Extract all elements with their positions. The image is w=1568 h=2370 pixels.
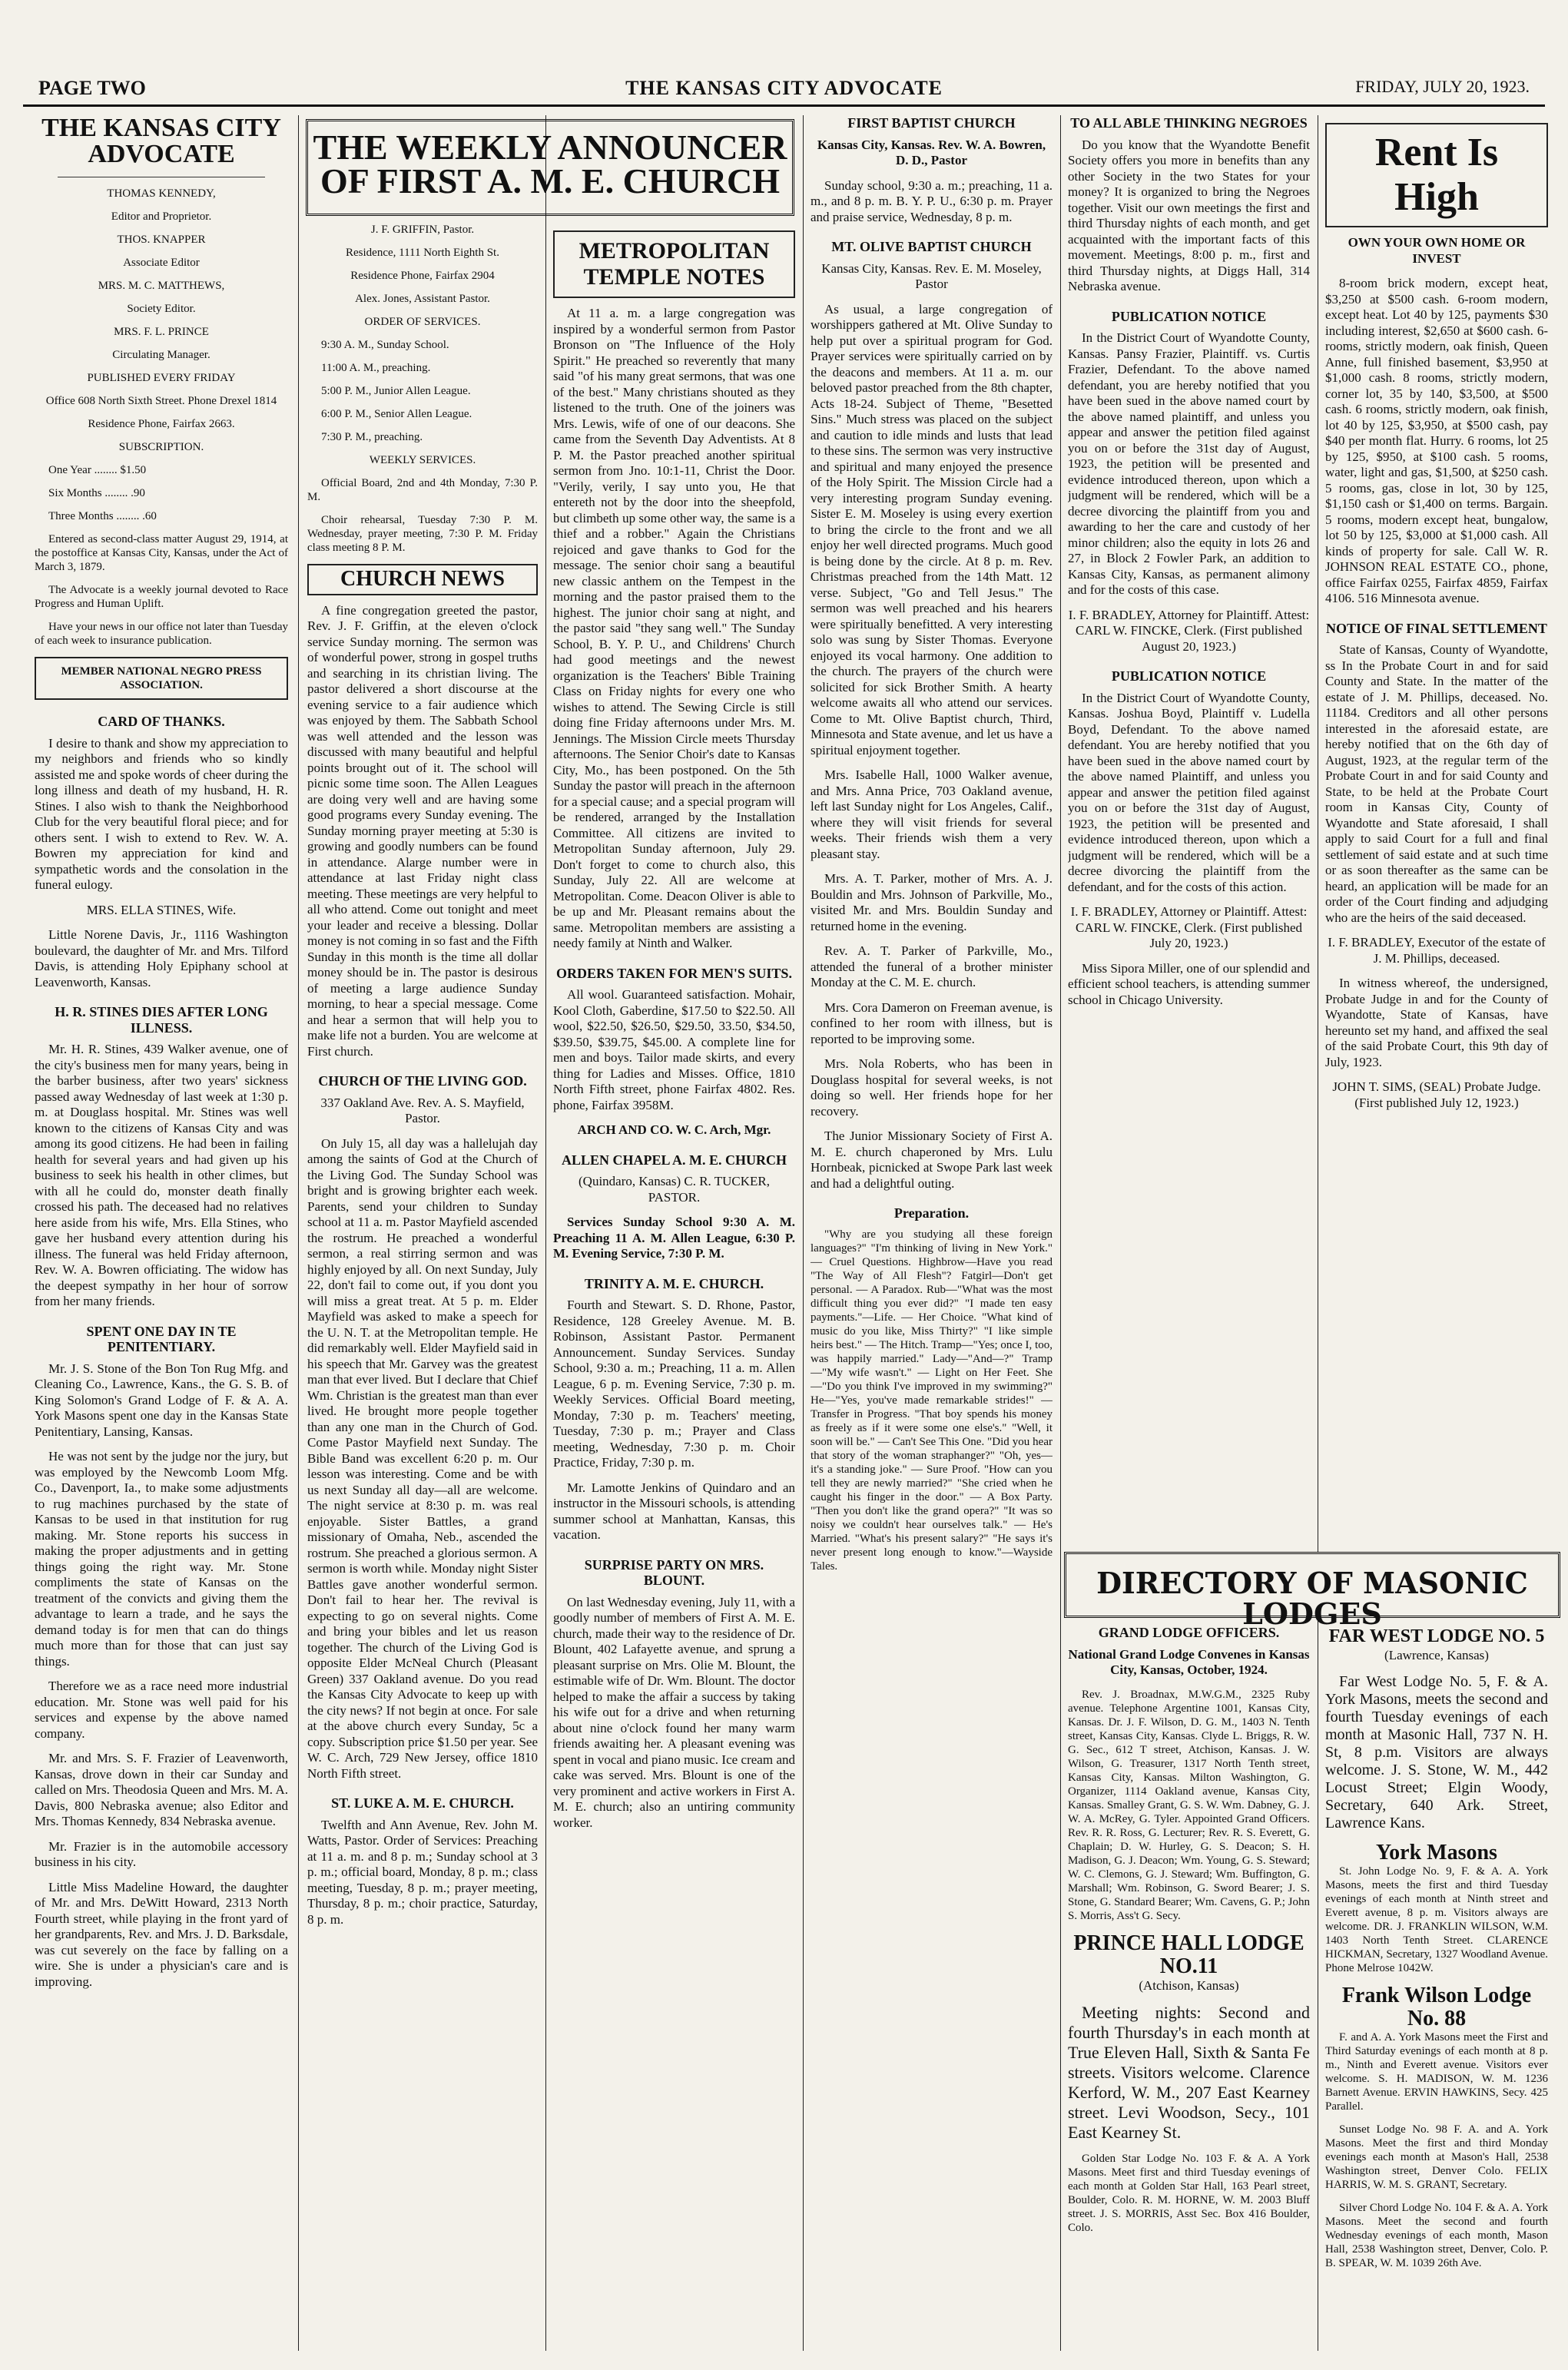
- allen-sub: (Quindaro, Kansas) C. R. TUCKER, PASTOR.: [578, 1174, 770, 1205]
- rate-3: Three Months ........ .60: [48, 510, 157, 522]
- allen-head: ALLEN CHAPEL A. M. E. CHURCH: [561, 1152, 787, 1168]
- sched-7: 11:00 A. M., preaching.: [321, 362, 431, 374]
- sunset: Sunset Lodge No. 98 F. A. and A. York Masons. Meet the first and third Monday evenings each month at Mason's Hall, 2538 Washington street, Denver Colo. FELIX HARRIS, W. M. S. GRANT, Secretary.: [1325, 2123, 1548, 2191]
- blount-head: SURPRISE PARTY ON MRS. BLOUNT.: [584, 1556, 764, 1588]
- prince: Meeting nights: Second and fourth Thursday's in each month at True Eleven Hall, Sixth & Santa Fe streets. Visitors welcome. Clarence Kerford, W. M., 207 East Kearney street. Levi Woodson, Secy., 101 East Kearney St.: [1068, 2003, 1310, 2142]
- column-rule: [803, 115, 804, 2351]
- silver: Silver Chord Lodge No. 104 F. & A. A. York Masons. Meet the second and fourth Wednesday evenings of each month, Mason Hall, 2538 Washington street, Denver, Colo. P. B. SPEAR, W. M. 1039 26th Ave.: [1325, 2201, 1548, 2269]
- column-5: [1068, 115, 1310, 1544]
- entered: Entered as second-class matter August 29, 1914, at the postoffice at Kansas City, Kansas, under the Act of March 3, 1879.: [35, 533, 288, 573]
- frazier-2: Mr. Frazier is in the automobile accessory business in his city.: [35, 1838, 288, 1869]
- final-2: In witness whereof, the undersigned, Probate Judge in and for the County of Wyandotte, State of Kansas, have hereunto set my hand, and affixed the seal of the said Probate Court, this 9th day of July, 1923.: [1325, 976, 1548, 1069]
- sched-5: ORDER OF SERVICES.: [364, 316, 481, 328]
- metropolitan-notes: At 11 a. m. a large congregation was inspired by a wonderful sermon from Pastor Bronson on "The Influence of the Holy Spirit." He preached so reverently that many said "of his many great sermons, that was one of the best." Many christians shouted as they listened to the truth. One of the joiners was Mrs. Lewis, wife of one of our deacons. She came from the Seventh Day Adventists. At 8 P. M. the Pastor preached another spiritual sermon from Jno. 10:1-11, Christ the Door. "Verily, verily, I say unto you, He that entereth not by the door into the sheepfold, but climbeth up some other way, the same is a thief and a robber." Again the Christians rejoiced and gave thanks to God for the message. The senior choir sang a beautiful new classic anthem on the Tempest in the morning and the pastor praised them to the highest. The junior choir sang at night, and the pastor said "they sang well." The Sunday School, B. Y. P. U., and Childrens' Church had good meetings and the newest organization is the Teachers' Bible Training Class on Friday nights for every one who wishes to attend. The Sewing Circle is still doing fine Friday afternoons under Mrs. M. Jennings. The Mission Circle meets Thursday afternoons. The Senior Choir's date to Kansas City, Mo., has been postponed. On the 5th Sunday the pastor will preach in the afternoon for a special cause; and a special program will be rendered, arranged by the Installation Committee. All citizens are invited to Metropolitan Sunday afternoon, July 29. Don't forget to come to church also, this Sunday, July 22. All are welcome at Metropolitan. Come. Deacon Oliver is able to be up and Mr. Pleasant remains about the same. Metropolitan members are assisting a needy family at Ninth and Walker.: [553, 306, 795, 950]
- living: On July 15, all day was a hallelujah day among the saints of God at the Church of the Living God. The Sunday School was bright and is growing brighter each week. Parents, send your children to Sunday school at 11 a. m. Pastor Mayfield ascended the rostrum. He preached a wonderful sermon, a real stirring sermon and was highly enjoyed by all. On next Sunday, July 22, don't fail to come out, if you dont you will miss a great treat. At 5 p. m. Elder Mayfield was asked to make a speech for the U. N. T. at the Metropolitan temple. He did remarkably well. Elder Mayfield said in his speech that Mr. Garvey was the greatest man that ever lived. But I declare that Chief Wm. Christian is the greatest man than ever lived. He brought more people together than any one man in the Church of God. Come Pastor Mayfield next Sunday. The Bible Band was excellent 6:20 p. m. Our lesson was interesting. Come and be with us next Sunday all day—all are welcome. The night service at 8:30 p. m. was real enjoyable. Sister Battles, a grand missionary of Omaha, Neb., ascended the rostrum. She preached a glorious sermon. A sermon is worth while. Monday night Sister Battles gave another wonderful sermon. Don't fail to hear her. The revival is expecting to go on several nights. Come and bring your bibles and let us reason together. The church of the Living God is opposite Elder McNeal Church (Pleasant Green) 337 Oakland avenue. Do you read the Kansas City Advocate to keep up with the city news? If not begin at once. For sale at the above church every Sunday, 5c a copy. Subscription price $1.50 per year. See W. C. Arch, 729 New Jersey, office 1810 North Fifth street.: [307, 1135, 538, 1781]
- sched-13: Choir rehearsal, Tuesday 7:30 P. M. Wednesday, prayer meeting, 7:30 P. M. Friday class meeting 8 P. M.: [307, 514, 538, 554]
- published: PUBLISHED EVERY FRIDAY: [87, 372, 236, 384]
- staff-4: Associate Editor: [123, 257, 200, 269]
- deadline: Have your news in our office not later than Tuesday of each week to insurance publication.: [35, 621, 288, 647]
- trinity-head: TRINITY A. M. E. CHURCH.: [584, 1275, 764, 1291]
- farwest-head: FAR WEST LODGE NO. 5: [1328, 1626, 1545, 1646]
- able-head: TO ALL ABLE THINKING NEGROES: [1070, 115, 1308, 131]
- page-header: [23, 77, 1545, 107]
- rent-head: Rent Is High: [1374, 131, 1499, 219]
- column-1: [35, 115, 288, 2351]
- parker-2: Rev. A. T. Parker of Parkville, Mo., attended the funeral of a brother minister Monday at the C. M. E. church.: [811, 943, 1053, 989]
- column-rule: [1060, 115, 1061, 2351]
- frank-head: Frank Wilson Lodge No. 88: [1341, 1983, 1532, 2030]
- stone-text-2: He was not sent by the judge nor the jury, but was employed by the Newcomb Loom Mfg. Co., Davenport, Ia., to make some adjustments to rug machines purchased by the state of Kansas to be used in that institution for rug making. Mr. Stone reports his success in making the proper adjustments and in getting things going the right way. Mr. Stone compliments the state of Kansas on the treatment of the convicts and giving them the advantage to learn a trade, and he says the demand today is for men that can do things much more than for those that can just say things.: [35, 1449, 288, 1669]
- first-baptist-head: FIRST BAPTIST CHURCH: [847, 115, 1016, 131]
- announcer-box: [306, 119, 794, 216]
- staff-3: THOS. KNAPPER: [117, 234, 206, 246]
- pub1: In the District Court of Wyandotte County, Kansas. Pansy Frazier, Plaintiff. vs. Curtis Frazier, Defendant. To the above named defendant, you are hereby notified that you have been sued in the above named court by the above named plaintiff, and unless you appear and answer the petition filed against you on or before the 31st day of August, 1923, the petition will be presented and evidence introduced thereon, upon which a judgment will be rendered, which will be a decree divorcing the plaintiff from you and awarding to her the care and custody of her minor children; also the equity in lots 26 and 27, in Block 2 Fowler Park, an addition to Kansas City, Kansas, as permanent alimony and for the costs of this case.: [1068, 330, 1310, 597]
- column-2: [307, 223, 538, 2351]
- rent: 8-room brick modern, except heat, $3,250 at $500 cash. 6-room modern, except heat. Lot 40 by 125, payments $30 including interest, $2,650 at $600 cash. 6-rooms, strictly modern, oak finish, Queen Anne, full finished basement, $3,950 at $1,000 cash. 8 rooms, strictly modern, corner lot, 35 by 140, $3,500, at $500 cash. 6 rooms, strictly modern, oak finish, lot 40 by 125, $3,950, at $500 cash, pay $40 per month flat. Hurry. 6 rooms, lot 25 by 125, $950, at $100 cash. 5 rooms, water, light and gas, $1,500, at $250 cash. 5 rooms, gas, close in lot, 30 by 125, $1,150 cash or $1,400 on terms. Bargain. 5 rooms, modern except heat, bungalow, lot 50 by 125, $3,000 at $1,000 cash. All kinds of property for sale. Call W. R. JOHNSON REAL ESTATE CO., phone, office Fairfax 0255, Fairfax 4859, Fairfax 4106. 516 Minnesota avenue.: [1325, 276, 1548, 605]
- olive-head: MT. OLIVE BAPTIST CHURCH: [831, 239, 1032, 254]
- parker: Mrs. A. T. Parker, mother of Mrs. A. J. Bouldin and Mrs. Johnson of Parkville, Mo., visited Mr. and Mrs. Bouldin Sunday and returned home in the evening.: [811, 871, 1053, 933]
- paper-name: THE KANSAS CITY ADVOCATE: [625, 77, 943, 99]
- prince-sub: (Atchison, Kansas): [1139, 1977, 1239, 1993]
- card-head: CARD OF THANKS.: [98, 714, 225, 729]
- grand-head: GRAND LODGE OFFICERS.: [1098, 1625, 1280, 1640]
- office: Office 608 North Sixth Street. Phone Drexel 1814: [45, 395, 277, 407]
- staff-2: Editor and Proprietor.: [111, 210, 212, 223]
- column-rule: [545, 115, 546, 2351]
- frazier: Mr. and Mrs. S. F. Frazier of Leavenworth, Kansas, drove down in their car Sunday and called on Mrs. Theodosia Queen and Mrs. M. A. Davis, 800 Nebraska avenue; also Editor and Mrs. Thomas Kennedy, 834 Nebraska avenue.: [35, 1751, 288, 1828]
- first-baptist: Sunday school, 9:30 a. m.; preaching, 11 a. m., and 8 p. m. B. Y. P. U., 6:30 p. m. Prayer and praise service, Wednesday, 8 p. m.: [811, 177, 1053, 224]
- subscription: SUBSCRIPTION.: [118, 441, 204, 453]
- staff-6: Society Editor.: [127, 303, 196, 315]
- isabelle: Mrs. Isabelle Hall, 1000 Walker avenue, and Mrs. Anna Price, 703 Oakland avenue, left last Sunday night for Los Angeles, Calif., where they will visit friends for several weeks. Their friends wish them a very pleasant stay.: [811, 767, 1053, 861]
- rate-2: Six Months ........ .90: [48, 487, 145, 499]
- roberts: Mrs. Nola Roberts, who has been in Douglass hospital for several weeks, is not doing so well. Her friends hope for her recovery.: [811, 1056, 1053, 1119]
- staff-5: MRS. M. C. MATTHEWS,: [98, 280, 225, 292]
- directory-col-right: [1325, 1625, 1548, 2351]
- rate-1: One Year ........ $1.50: [48, 464, 147, 476]
- directory-title-box: [1064, 1552, 1560, 1631]
- stluke: Twelfth and Ann Avenue, Rev. John M. Watts, Pastor. Order of Services: Preaching at 11 a. m. and 8 p. m.; Sunday school at 3 p. m.; official board, Monday, 8 p. m.; class meeting, Tuesday, 8 p. m.; prayer meeting, Thursday, 8 p. m.; choir practice, Saturday, 8 p. m.: [307, 1817, 538, 1927]
- residence: Residence Phone, Fairfax 2663.: [88, 418, 235, 430]
- column-rule: [298, 115, 299, 2351]
- stluke-head: ST. LUKE A. M. E. CHURCH.: [331, 1795, 514, 1811]
- sched-4: Alex. Jones, Assistant Pastor.: [355, 293, 490, 305]
- pub1-sign: I. F. BRADLEY, Attorney for Plaintiff. Attest: CARL W. FINCKE, Clerk. (First published August 20, 1923.): [1068, 607, 1310, 654]
- grand: Rev. J. Broadnax, M.W.G.M., 2325 Ruby avenue. Telephone Argentine 1001, Kansas City, Kansas. Dr. J. F. Wilson, D. G. M., 1403 N. Tenth street, Kansas City, Kansas. Clyde L. Briggs, R. W. G. Sec., 612 T street, Atchison, Kansas. J. W. Wilson, G. Treasurer, 1317 North Tenth street, Kansas City, Kansas. Milton Washington, G. Organizer, 1114 Oakland avenue, Kansas City, Kansas. Smalley Grant, G. S. W. Wm. Dabney, G. J. W. A. McRey, G. Tyler. Appointed Grand Officers. Rev. R. R. Ross, G. Lecturer; Rev. R. S. Everett, G. Chaplain; D. W. Hurley, G. S. Deacon; S. H. Madison, G. J. Deacon; Wm. Young, G. S. Steward; W. C. Clemons, G. J. Steward; Wm. Buffington, G. Marshall; Wm. Robinson, G. Sword Bearer; J. S. Stone, G. Standard Bearer; Wm. Cavens, G. P.; John S. Morris, Ass't G. Secy.: [1068, 1688, 1310, 1922]
- orders: All wool. Guaranteed satisfaction. Mohair, Kool Cloth, Gaberdine, $17.50 to $22.50. All wool, $22.50, $26.50, $29.50, 33.50, $34.50, $39.50, $39.75, $45.00. A complete line for men and boys. Tailor made skirts, and every thing for Ladies and Misses. Office, 1810 North Fifth street, phone Fairfax 4802. Res. phone, Fairfax 3958M.: [553, 987, 795, 1112]
- staff-7: MRS. F. L. PRINCE: [114, 326, 209, 338]
- staff-1: THOMAS KENNEDY,: [107, 187, 216, 200]
- orders-sign: ARCH AND CO. W. C. Arch, Mgr.: [577, 1122, 771, 1137]
- announcer-title: THE WEEKLY ANNOUNCER OF FIRST A. M. E. CHURCH: [313, 128, 787, 201]
- stone-head: SPENT ONE DAY IN TE PENITENTIARY.: [86, 1323, 237, 1354]
- orders-head: ORDERS TAKEN FOR MEN'S SUITS.: [556, 965, 792, 981]
- church-news: A fine congregation greeted the pastor, Rev. J. F. Griffin, at the eleven o'clock service Sunday morning. The sermon was of wonderful power, strong in gospel truths and searching in its christian living. The pastor delivered a short discourse at the evening service to a fair audience which was enjoyed by them. The Sabbath School was well attended and the lesson was discussed with many beautiful and helpful points brought out of it. The school will picnic some time soon. The Allen Leagues are doing very well and are having some good programs every Sunday evening. The Sunday morning prayer meeting at 5:30 is growing and goodly numbers can be found in attendance. Alarge number were in attendance at last Friday night class meeting. These meetings are very helpful to all who attend. Come out tonight and meet your leader and receive a blessing. Dollar money is not coming in so fast and the Fifth Sunday in this month is the time all dollar money should be in. The pastor is desirous of meeting a large audience Sunday morning, to hear a special message. Come and hear a sermon that will help you to make life not a burden. You are welcome at First church.: [307, 602, 538, 1059]
- directory-col-left: [1068, 1625, 1310, 2351]
- farwest: Far West Lodge No. 5, F. & A. York Masons, meets the second and fourth Tuesday evenings of each month at Masonic Hall, 737 N. H. St, 8 p.m. Visitors are always welcome. J. S. Stone, W. M., 442 Locust Street; Elgin Woody, Secretary, 640 Ark. Street, Lawrence Kans.: [1325, 1672, 1548, 1831]
- sched-12: Official Board, 2nd and 4th Monday, 7:30 P. M.: [307, 477, 538, 503]
- column-6: [1325, 115, 1548, 1544]
- sched-2: Residence, 1111 North Eighth St.: [346, 247, 499, 259]
- dameron: Mrs. Cora Dameron on Freeman avenue, is confined to her room with illness, but is reported to be improving some.: [811, 999, 1053, 1046]
- stone-text-3: Therefore we as a race need more industrial education. Mr. Stone was well paid for his services and expense by the above named company.: [35, 1679, 288, 1741]
- sched-10: 7:30 P. M., preaching.: [321, 431, 423, 443]
- olive: As usual, a large congregation of worshippers gathered at Mt. Olive Sunday to help put over a spiritual program for God. Prayer services were spiritually carried on by the deacons and members. At 11 a. m. our beloved pastor preached from the 8th chapter, Acts 18-24. Subject of Theme, "Besetted Sins." Much stress was placed on the subject and caution to idle minds and lusts that lead to these sins. The sermon was very instructive and spiritual and many enjoyed the presence of the Holy Spirit. The Mission Circle had a very interesting program Sunday evening. Sister E. M. Moseley is using every exertion to bring the circle to the front and we all enjoy her well directed programs. Much good is being done by the circle. At 8 p. m. Rev. Christmas preached from the 14th Matt. 12 verse. Subject, "Go and Tell Jesus." The sermon was well preached and his hearers were spiritually benefitted. A very interesting solo was sung by Sister Thomas. Everyone enjoyed its vocal harmony. One addition to the church. The prayers of the church were solicited for sick Brother Smith. A hearty welcome awaits all who attend our services. Come to Mt. Olive Baptist church, Third, Minnesota and State avenue, and let us have a spiritual enjoyment together.: [811, 301, 1053, 757]
- final: State of Kansas, County of Wyandotte, ss In the Probate Court in and for said County and State. In the matter of the estate of J. M. Phillips, deceased. No. 11184. Creditors and all other persons interested in the aforesaid estate, are hereby notified that on the 6th day of August, 1923, at the regular term of the Probate Court in and for said County and State, to be held at the Probate Court room in Kansas City, County of Wyandotte and State aforesaid, I shall apply to said Court for a full and final settlement of said estate and at such time or as soon thereafter as the same can be heard, an application will be made for an order of the Court finding and adjudging who are the heirs of the said deceased.: [1325, 642, 1548, 925]
- jokes-head: Preparation.: [893, 1205, 970, 1221]
- member-box: MEMBER NATIONAL NEGRO PRESS ASSOCIATION.: [35, 657, 288, 700]
- able: Do you know that the Wyandotte Benefit Society offers you more in benefits than any other Society in the two States for your money? It is organized to bring the Negroes together. Visit our own meetings the first and third Thursday nights of each month, and get acquainted with the important facts of this movement. Meetings, 8:00 p. m., first and third Thursday nights, at Diggs Hall, 314 Nebraska avenue.: [1068, 137, 1310, 293]
- card-sign: MRS. ELLA STINES, Wife.: [86, 902, 237, 917]
- issue-date: FRIDAY, JULY 20, 1923.: [1355, 77, 1530, 96]
- jenkins: Mr. Lamotte Jenkins of Quindaro and an instructor in the Missouri schools, is attending summer school at Manhattan, Kansas, this vacation.: [553, 1480, 795, 1542]
- golden: Golden Star Lodge No. 103 F. & A. A York Masons. Meet first and third Tuesday evenings of each month at Golden Star Hall, 163 Pearl street, Boulder, Colo. R. M. HORNE, W. M. 2003 Bluff street. J. S. MORRIS, Asst Sec. Box 416 Boulder, Colo.: [1068, 2153, 1310, 2234]
- sched-3: Residence Phone, Fairfax 2904: [350, 270, 495, 282]
- staff-8: Circulating Manager.: [112, 349, 211, 361]
- sched-1: J. F. GRIFFIN, Pastor.: [370, 224, 475, 236]
- olive-sub: Kansas City, Kansas. Rev. E. M. Moseley, Pastor: [821, 260, 1042, 291]
- first-baptist-sub: Kansas City, Kansas. Rev. W. A. Bowren, D. D., Pastor: [817, 137, 1046, 167]
- metropolitan-head: METROPOLITAN TEMPLE NOTES: [553, 230, 795, 298]
- pub2-sign: I. F. BRADLEY, Attorney or Plaintiff. Attest: CARL W. FINCKE, Clerk. (First published July 20, 1923.): [1070, 904, 1308, 950]
- rent-sub: OWN YOUR OWN HOME OR INVEST: [1348, 235, 1526, 266]
- card-text: I desire to thank and show my appreciation to my neighbors and friends who so kindly assisted me and spoke words of cheer during the long illness and death of my husband, H. R. Stines. I also wish to thank the Neighborhood Club for the very beautiful floral piece; and for others sent. I wish to extend to Rev. W. A. Bowren my appreciation for kind and sympathetic words and the consolation in the funeral eulogy.: [35, 735, 288, 892]
- york-head: York Masons: [1376, 1840, 1497, 1865]
- final-head: NOTICE OF FINAL SETTLEMENT: [1326, 620, 1547, 636]
- york: St. John Lodge No. 9, F. & A. A. York Masons, meets the first and third Tuesday evenings of each month at Ninth street and Everett avenue, 8 p. m. Visitors always are welcome. DR. J. FRANKLIN WILSON, W.M. 1403 North Tenth Street. CLARENCE HICKMAN, Secretary, 1327 Woodland Avenue. Phone Melrose 1042W.: [1325, 1865, 1548, 1974]
- stines-text: Mr. H. R. Stines, 439 Walker avenue, one of the city's business men for many years, being in the barber business, after two years' sickness passed away Wednesday of last week at 1:30 p. m. at Douglass hospital. Mr. Stines was well known to the citizens of Kansas City and was among its good citizens. He had been in failing health for several years and had given up his business to seek his health in other climes, but with all he could do, monster death finally crossed his path. The deceased had no relatives here aside from his wife, Mrs. Ella Stines, who gave her husband every attention during his illness. The funeral was held Friday afternoon, Rev. W. A. Bowren officiating. The widow has the deepest sympathy in her hour of sorrow from her many friends.: [35, 1042, 288, 1308]
- final-sign: I. F. BRADLEY, Executor of the estate of J. M. Phillips, deceased.: [1328, 935, 1546, 966]
- blount: On last Wednesday evening, July 11, with a goodly number of members of First A. M. E. church, made their way to the residence of Dr. Blount, 402 Lafayette avenue, and sprung a pleasant surprise on Mrs. Olie M. Blount, the estimable wife of Dr. Wm. Blount. The doctor helped to make the affair a success by taking his wife out for a drive and when returning about nine o'clock found her many warm friends awaiting her. A pleasant evening was spent in vocal and piano music. Ice cream and cake was served. Mrs. Blount is one of the very prominent and active workers in First A. M. E. church; also an untiring community worker.: [553, 1594, 795, 1830]
- masthead: THE KANSAS CITY ADVOCATE: [41, 115, 281, 168]
- prince-head: PRINCE HALL LODGE NO.11: [1073, 1931, 1304, 1978]
- pub2-head: PUBLICATION NOTICE: [1111, 668, 1267, 684]
- allen: Services Sunday School 9:30 A. M. Preaching 11 A. M. Allen League, 6:30 P. M. Evening Service, 7:30 P. M.: [553, 1215, 795, 1261]
- rent-box: [1325, 123, 1548, 227]
- devoted: The Advocate is a weekly journal devoted to Race Progress and Human Uplift.: [35, 584, 288, 610]
- sched-11: WEEKLY SERVICES.: [369, 454, 476, 466]
- norene: Little Norene Davis, Jr., 1116 Washington boulevard, the daughter of Mr. and Mrs. Tilford Davis, is attending Holy Epiphany school at Leavenworth, Kansas.: [35, 927, 288, 989]
- directory-title: DIRECTORY OF MASONIC LODGES: [1096, 1566, 1528, 1631]
- page-number: PAGE TWO: [38, 77, 146, 99]
- stines-head: H. R. STINES DIES AFTER LONG ILLNESS.: [55, 1004, 268, 1036]
- living-sub: 337 Oakland Ave. Rev. A. S. Mayfield, Pastor.: [320, 1095, 525, 1125]
- stone-text: Mr. J. S. Stone of the Bon Ton Rug Mfg. and Cleaning Co., Lawrence, Kans., the G. S. B. of King Solomon's Grand Lodge of F. & A. A. York Masons spent one day in the Kansas State Penitentiary, Lansing, Kansas.: [35, 1361, 288, 1439]
- grand-sub: National Grand Lodge Convenes in Kansas City, Kansas, October, 1924.: [1068, 1646, 1310, 1677]
- jokes: "Why are you studying all these foreign languages?" "I'm thinking of living in New York." — Cruel Questions. Highbrow—Have you read "The Way of All Flesh"? Fatgirl—Don't get personal. — A Paradox. Rub—"What was the most difficult thing you ever did?" "I made ten easy payments."—Life. — Her Choice. "What kind of music do you like, Miss Thirty?" "I like simple heirs best." — The Hitch. Tramp—"Yes; once I, too, was happily married." Lady—"And—?" Tramp—"My wife wasn't." — Light on Her Feet. She—"Do you think I've improved in my swimming?" He—"Yes, you've made remarkable strides!" — Transfer in Progress. "That boy spends his money as freely as if it were some one else's." "Well, it soon will be." — Can't See This One. "Did you hear that story of the woman straphanger?" "Oh, yes—it's a standing joke." — Sure Proof. "How can you tell they are newly married?" "She cried when he caught his finger in the door." — A Box Party. "Then you don't like the grand opera?" "It was so noisy we couldn't hear ourselves talk." — He's Married. "What's his present salary?" "He says it's never present long enough to know."—Wayside Tales.: [811, 1228, 1053, 1573]
- farwest-sub: (Lawrence, Kansas): [1384, 1648, 1489, 1662]
- living-head: CHURCH OF THE LIVING GOD.: [318, 1073, 527, 1089]
- trinity: Fourth and Stewart. S. D. Rhone, Pastor, Residence, 128 Greeley Avenue. M. B. Robinson, Assistant Pastor. Permanent Announcement. Sunday Services. Sunday School, 9:30 a. m.; Preaching, 11 a. m. Allen League, 6 p. m. Evening Service, 7:30 p. m. Weekly Services. Official Board meeting, Monday, 7:30 p. m. Teachers' meeting, Tuesday, 7:30 p. m.; Prayer and Class meeting, Wednesday, 7:30 p. m. Choir Practice, Friday, 7:30 p. m.: [553, 1298, 795, 1470]
- miller: Miss Sipora Miller, one of our splendid and efficient school teachers, is attending summer school in Chicago University.: [1068, 960, 1310, 1007]
- sched-9: 6:00 P. M., Senior Allen League.: [321, 408, 472, 420]
- pub2: In the District Court of Wyandotte County, Kansas. Joshua Boyd, Plaintiff v. Ludella Boyd, Defendant. To the above named defendant. You are hereby notified that you have been sued in the above named court by the above named Plaintiff, and unless you appear and answer the petition filed against you on or before the 31st day of August, 1923, the petition will be presented and evidence introduced thereon, upon which a judgment will be rendered, which will be a decree divorcing the plaintiff from the defendant, and for the costs of this action.: [1068, 690, 1310, 894]
- final-2-sign: JOHN T. SIMS, (SEAL) Probate Judge. (First published July 12, 1923.): [1332, 1079, 1541, 1110]
- frank: F. and A. A. York Masons meet the First and Third Saturday evenings of each month at 8 p. m., Ninth and Everett avenue. Visitors ever welcome. S. H. MADISON, W. M. 1236 Barnett Avenue. ERVIN HAWKINS, Secy. 425 Parallel.: [1325, 2030, 1548, 2113]
- column-3: [553, 223, 795, 2351]
- church-news-head: CHURCH NEWS: [307, 564, 538, 595]
- sched-8: 5:00 P. M., Junior Allen League.: [321, 385, 471, 397]
- sched-6: 9:30 A. M., Sunday School.: [321, 339, 449, 351]
- column-4: [811, 115, 1053, 2351]
- pub1-head: PUBLICATION NOTICE: [1111, 308, 1267, 324]
- junior: The Junior Missionary Society of First A. M. E. church chaperoned by Mrs. Lulu Hornbeak, picnicked at Swope Park last week and had a delightful outing.: [811, 1129, 1053, 1191]
- howard: Little Miss Madeline Howard, the daughter of Mr. and Mrs. DeWitt Howard, 2313 North Fourth street, while playing in the front yard of her grandparents, Rev. and Mrs. J. D. Barksdale, was cut severely on the face by falling on a wire. She is under a physician's care and is improving.: [35, 1879, 288, 1989]
